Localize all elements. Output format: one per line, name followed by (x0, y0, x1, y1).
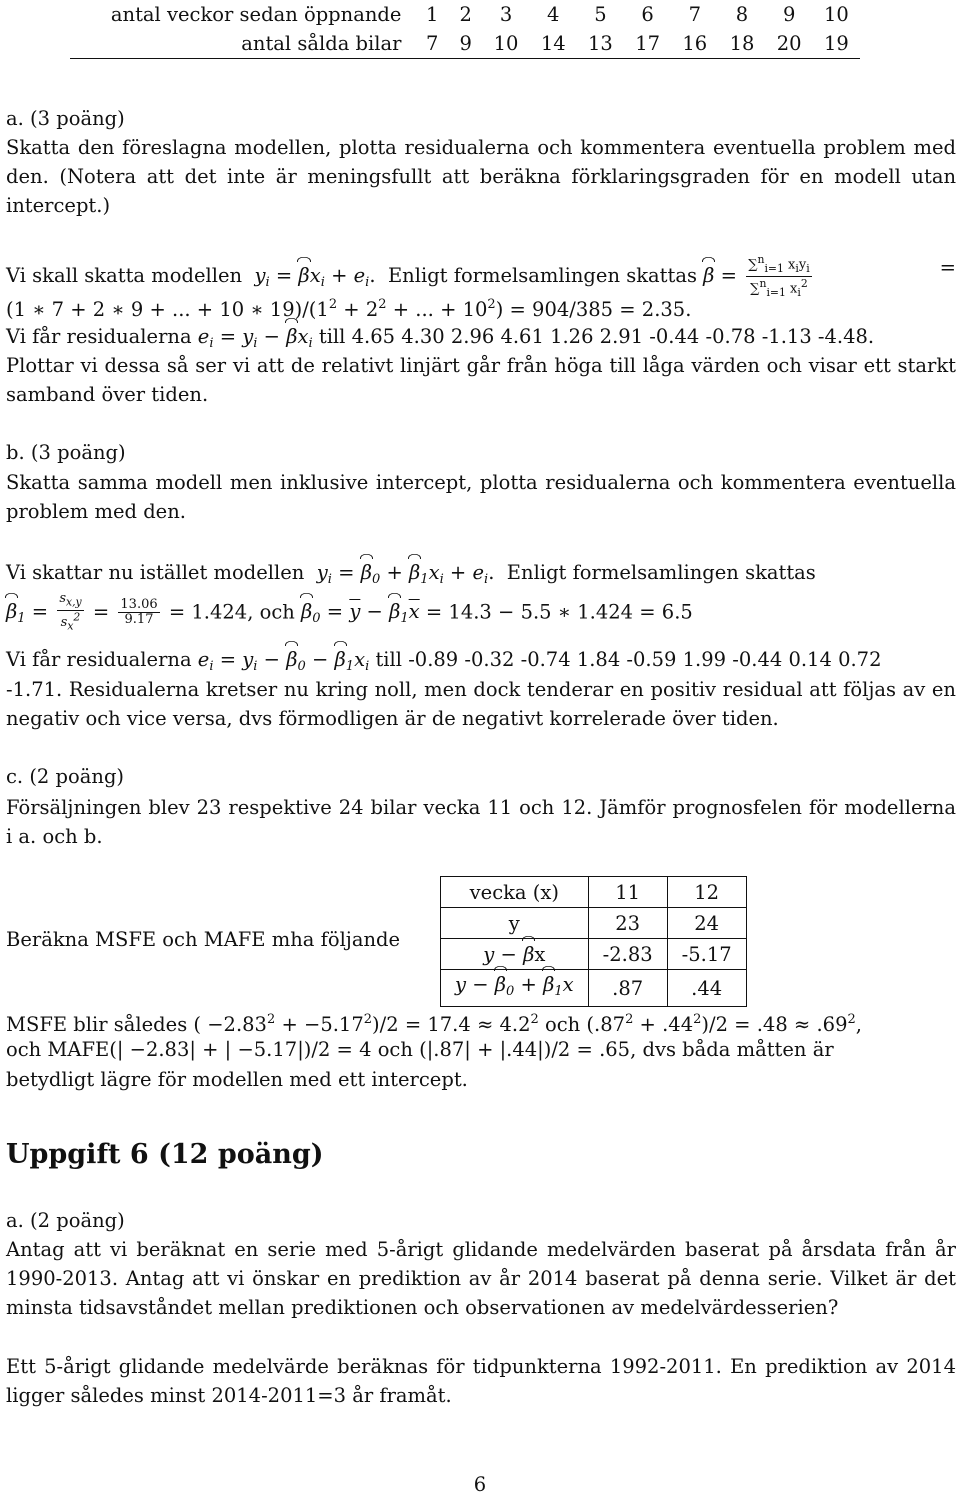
cell: 3 (499, 3, 513, 26)
text: Vi får residualerna (6, 325, 192, 348)
cell: 14 (530, 29, 577, 59)
sales-table (70, 0, 860, 59)
cell: y − βx (441, 939, 589, 970)
table-row (441, 939, 747, 970)
text: = 1.424, och (168, 600, 295, 624)
row-label: antal veckor sedan öppnande (110, 3, 402, 26)
cell: 16 (671, 29, 718, 59)
page-number: 6 (473, 1473, 487, 1496)
part-a-calc: (1 ∗ 7 + 2 ∗ 9 + ... + 10 ∗ $19)/(1^2 + 2^2$ + ... + $10^2) = 904/385 = 2.35$. (6, 297, 692, 321)
cell: 4 (547, 3, 560, 26)
text: till -0.89 -0.32 -0.74 1.84 -0.59 1.99 -0.44 0.14 0.72 (375, 648, 882, 671)
text: = 14.3 − 5.5 ∗ 1.424 = 6.5 (425, 600, 693, 624)
cell: 9 (449, 29, 483, 59)
text: Vi skattar nu istället modellen (6, 561, 305, 584)
part-a-comment: Plottar vi dessa så ser vi att de relativt linjärt går från höga till låga värden och visar ett starkt samband över tiden. (6, 354, 956, 406)
forecast-table (440, 876, 747, 1007)
table-row (441, 908, 747, 939)
model-equation: $y_i = \beta_0 + \beta_1x_i + e_i$ (311, 561, 489, 584)
value-fraction: $\frac{13.06}{9.17}$ (120, 597, 158, 628)
cell: .44 (667, 970, 746, 1007)
text: ) = 904/385 = 2.35. (495, 298, 692, 321)
cell: 18 (718, 29, 765, 59)
part-a-question: Skatta den föreslagna modellen, plotta residualerna och kommentera eventuella problem med den. (Notera att det inte är meningsfullt att beräkna förklaringsgraden för en modell utan intercept.) (6, 136, 956, 217)
cell: $y - \beta_0 + \beta_1x$ (441, 970, 589, 1007)
cell: 10 (823, 3, 849, 26)
task6-answer: Ett 5-årigt glidande medelvärde beräknas för tidpunkterna 1992-2011. En prediktion av 2014 ligger således minst 2014-2011=3 år framåt. (6, 1355, 956, 1407)
beta-hat: β = (703, 264, 737, 287)
cell: 10 (482, 29, 529, 59)
text: Vi skall skatta modellen (6, 263, 243, 287)
table-row (441, 970, 747, 1007)
text: (1 ∗ 7 + 2 ∗ 9 + ... + 10 ∗ 19)/(1 (6, 298, 329, 321)
part-b-estimates: $\beta_1$ = $\frac{s_{x,y}}{s_x^2}$ = $\frac{13.06}{9.17}$ = 1.424, och $\beta_0 = \overline{y} - \beta_1\overline{x} = 14.3 - 5.5$ ∗ 1.424 = 6.5 (6, 591, 693, 633)
text: Enligt formelsamlingen skattas (387, 263, 697, 287)
cell: -5.17 (667, 939, 746, 970)
cov-fraction: $\frac{s_{x,y}}{s_x^2}$ (59, 591, 82, 633)
text: -1.71. (6, 678, 63, 701)
cell: 23 (588, 908, 667, 939)
part-b-header: b. (3 poäng) (6, 441, 126, 464)
part-a-model-line: Vi skall skatta modellen $y_i = \beta x_i + e_i$. Enligt formelsamlingen skattas β = $\frac{\sum^n_{i=1} x_iy_i}{\sum^n_{i=1} x_i^2}$ = (6, 253, 956, 299)
cell: .87 (588, 970, 667, 1007)
cell: 6 (641, 3, 654, 26)
residual-equation: $e_i = y_i - \beta x_i$ (198, 325, 313, 348)
ols-fraction: $\frac{\sum^n_{i=1} x_iy_i}{\sum^n_{i=1} x_i^2}$ (748, 253, 810, 299)
cell: 19 (813, 29, 860, 59)
cell: 7 (688, 3, 702, 26)
cell: 24 (667, 908, 746, 939)
table-row (70, 29, 860, 59)
cell: 9 (782, 3, 796, 26)
cell: 12 (667, 877, 746, 908)
text: + ... + 10 (392, 298, 488, 321)
msfe-line: MSFE blir således ( $-2.83^2 + -5.17^2)/2 = 17.4 \approx 4.2^2$ och $(.87^2 + .44^2)/2 = .48 \approx .69^2$, (6, 1012, 862, 1036)
cell: 8 (735, 3, 749, 26)
part-b-question: Skatta samma modell men inklusive intercept, plotta residualerna och kommentera eventuella problem med den. (6, 471, 956, 523)
text: Enligt formelsamlingen skattas (506, 561, 816, 584)
section-title: Uppgift 6 (12 poäng) (6, 1139, 324, 1170)
table-label: Beräkna MSFE och MAFE mha följande (6, 928, 401, 951)
text: Residualerna kretser nu kring noll, men dock tenderar en positiv residual att följas av en negativ och vice versa, dvs förmodligen är de negativt korrelerade över tiden. (6, 678, 956, 730)
cell: 7 (415, 29, 449, 59)
model-equation: $y_i = \beta x_i + e_i$ (248, 264, 369, 287)
part-c-header: c. (2 poäng) (6, 765, 125, 788)
table-row (441, 877, 747, 908)
mafe-line: och MAFE(| −2.83| + | −5.17|)/2 = 4 och (|.87| + |.44|)/2 = .65, dvs båda måtten är (6, 1038, 834, 1061)
cell: vecka (x) (441, 877, 589, 908)
cell: 20 (766, 29, 813, 59)
residual-equation: $e_i = y_i - \beta_0 - \beta_1x_i$ (198, 648, 369, 671)
mafe-line-2: betydligt lägre för modellen med ett intercept. (6, 1068, 468, 1091)
part-a-header: a. (3 poäng) (6, 107, 125, 130)
cell: 17 (624, 29, 671, 59)
row-label: antal sålda bilar (70, 29, 415, 59)
part-b-model-line: Vi skattar nu istället modellen $y_i = \beta_0 + \beta_1x_i + e_i$. Enligt formelsamlingen skattas (6, 558, 956, 594)
part-c-question: Försäljningen blev 23 respektive 24 bilar vecka 11 och 12. Jämför prognosfelen för modellerna i a. och b. (6, 796, 956, 848)
cell: 13 (577, 29, 624, 59)
table-row (70, 0, 860, 29)
task6-question: Antag att vi beräknat en serie med 5-årigt glidande medelvärden baserat på årsdata från år 1990-2013. Antag att vi önskar en prediktion av år 2014 baserat på denna serie. Vilket är det minsta tidsavståndet mellan prediktionen och observationen av medelvärdesserien? (6, 1238, 956, 1319)
cell: 1 (425, 3, 439, 26)
text: till 4.65 4.30 2.96 4.61 1.26 2.91 -0.44 -0.78 -1.13 -4.48. (318, 325, 875, 348)
task6-a-header: a. (2 poäng) (6, 1209, 125, 1232)
cell: -2.83 (588, 939, 667, 970)
cell: y (441, 908, 589, 939)
cell: 5 (594, 3, 607, 26)
cell: 11 (588, 877, 667, 908)
part-b-comment (6, 675, 956, 733)
cell: 2 (459, 3, 472, 26)
text: Vi får residualerna (6, 648, 192, 671)
